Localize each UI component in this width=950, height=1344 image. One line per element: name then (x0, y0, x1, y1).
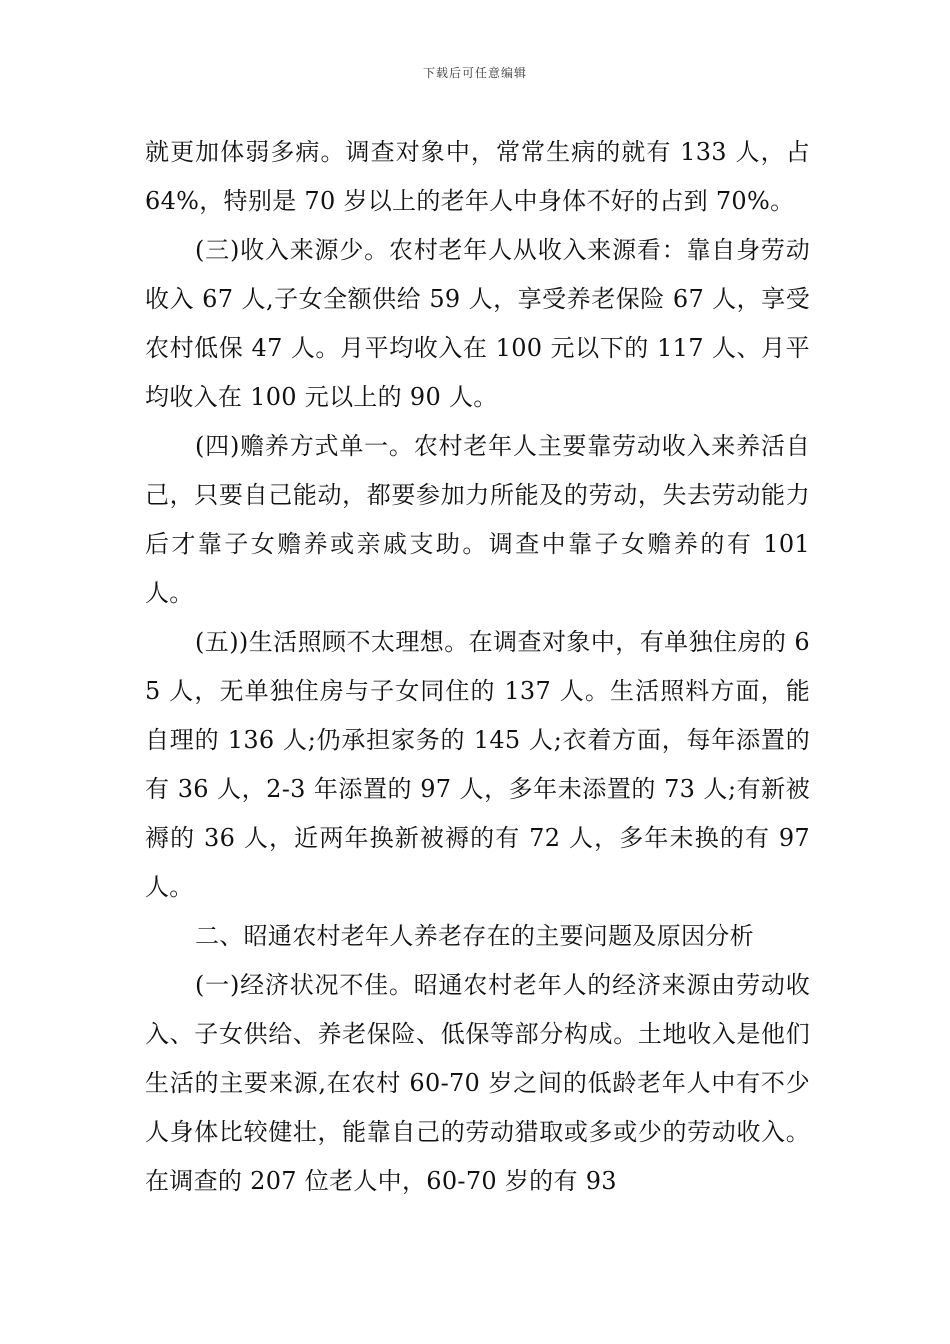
paragraph-income-sources: (三)收入来源少。农村老年人从收入来源看：靠自身劳动收入 67 人,子女全额供给 59 人，享受养老保险 67 人，享受农村低保 47 人。月平均收入在 100 元以下的 117 人、月平均收入在 100 元以上的 90 人。 (145, 236, 810, 411)
paragraph-economic-status: (一)经济状况不佳。昭通农村老年人的经济来源由劳动收入、子女供给、养老保险、低保等部分构成。土地收入是他们生活的主要来源,在农村 60-70 岁之间的低龄老年人中有不少人身体比较健壮，能靠自己的劳动猎取或多或少的劳动收入。在调查的 207 位老人中，60-70 岁的有 93 (145, 971, 810, 1195)
paragraph-health-continuation: 就更加体弱多病。调查对象中，常常生病的就有 133 人，占 64%，特别是 70 岁以上的老年人中身体不好的占到 70%。 (145, 138, 810, 215)
page-header: 下载后可任意编辑 (422, 66, 527, 80)
paragraph-support-method: (四)赡养方式单一。农村老年人主要靠劳动收入来养活自己，只要自己能动，都要参加力所能及的劳动，失去劳动能力后才靠子女赡养或亲戚支助。调查中靠子女赡养的有 101 人。 (145, 432, 810, 607)
document-body (145, 128, 810, 1206)
section-heading-problems: 二、昭通农村老年人养老存在的主要问题及原因分析 (195, 922, 754, 950)
paragraph-living-care: (五))生活照顾不太理想。在调查对象中，有单独住房的 65 人，无单独住房与子女同住的 137 人。生活照料方面，能自理的 136 人;仍承担家务的 145 人;衣着方面，每年添置的有 36 人，2-3 年添置的 97 人，多年未添置的 73 人;有新被褥的 36 人，近两年换新被褥的有 72 人，多年未换的有 97 人。 (145, 628, 810, 901)
